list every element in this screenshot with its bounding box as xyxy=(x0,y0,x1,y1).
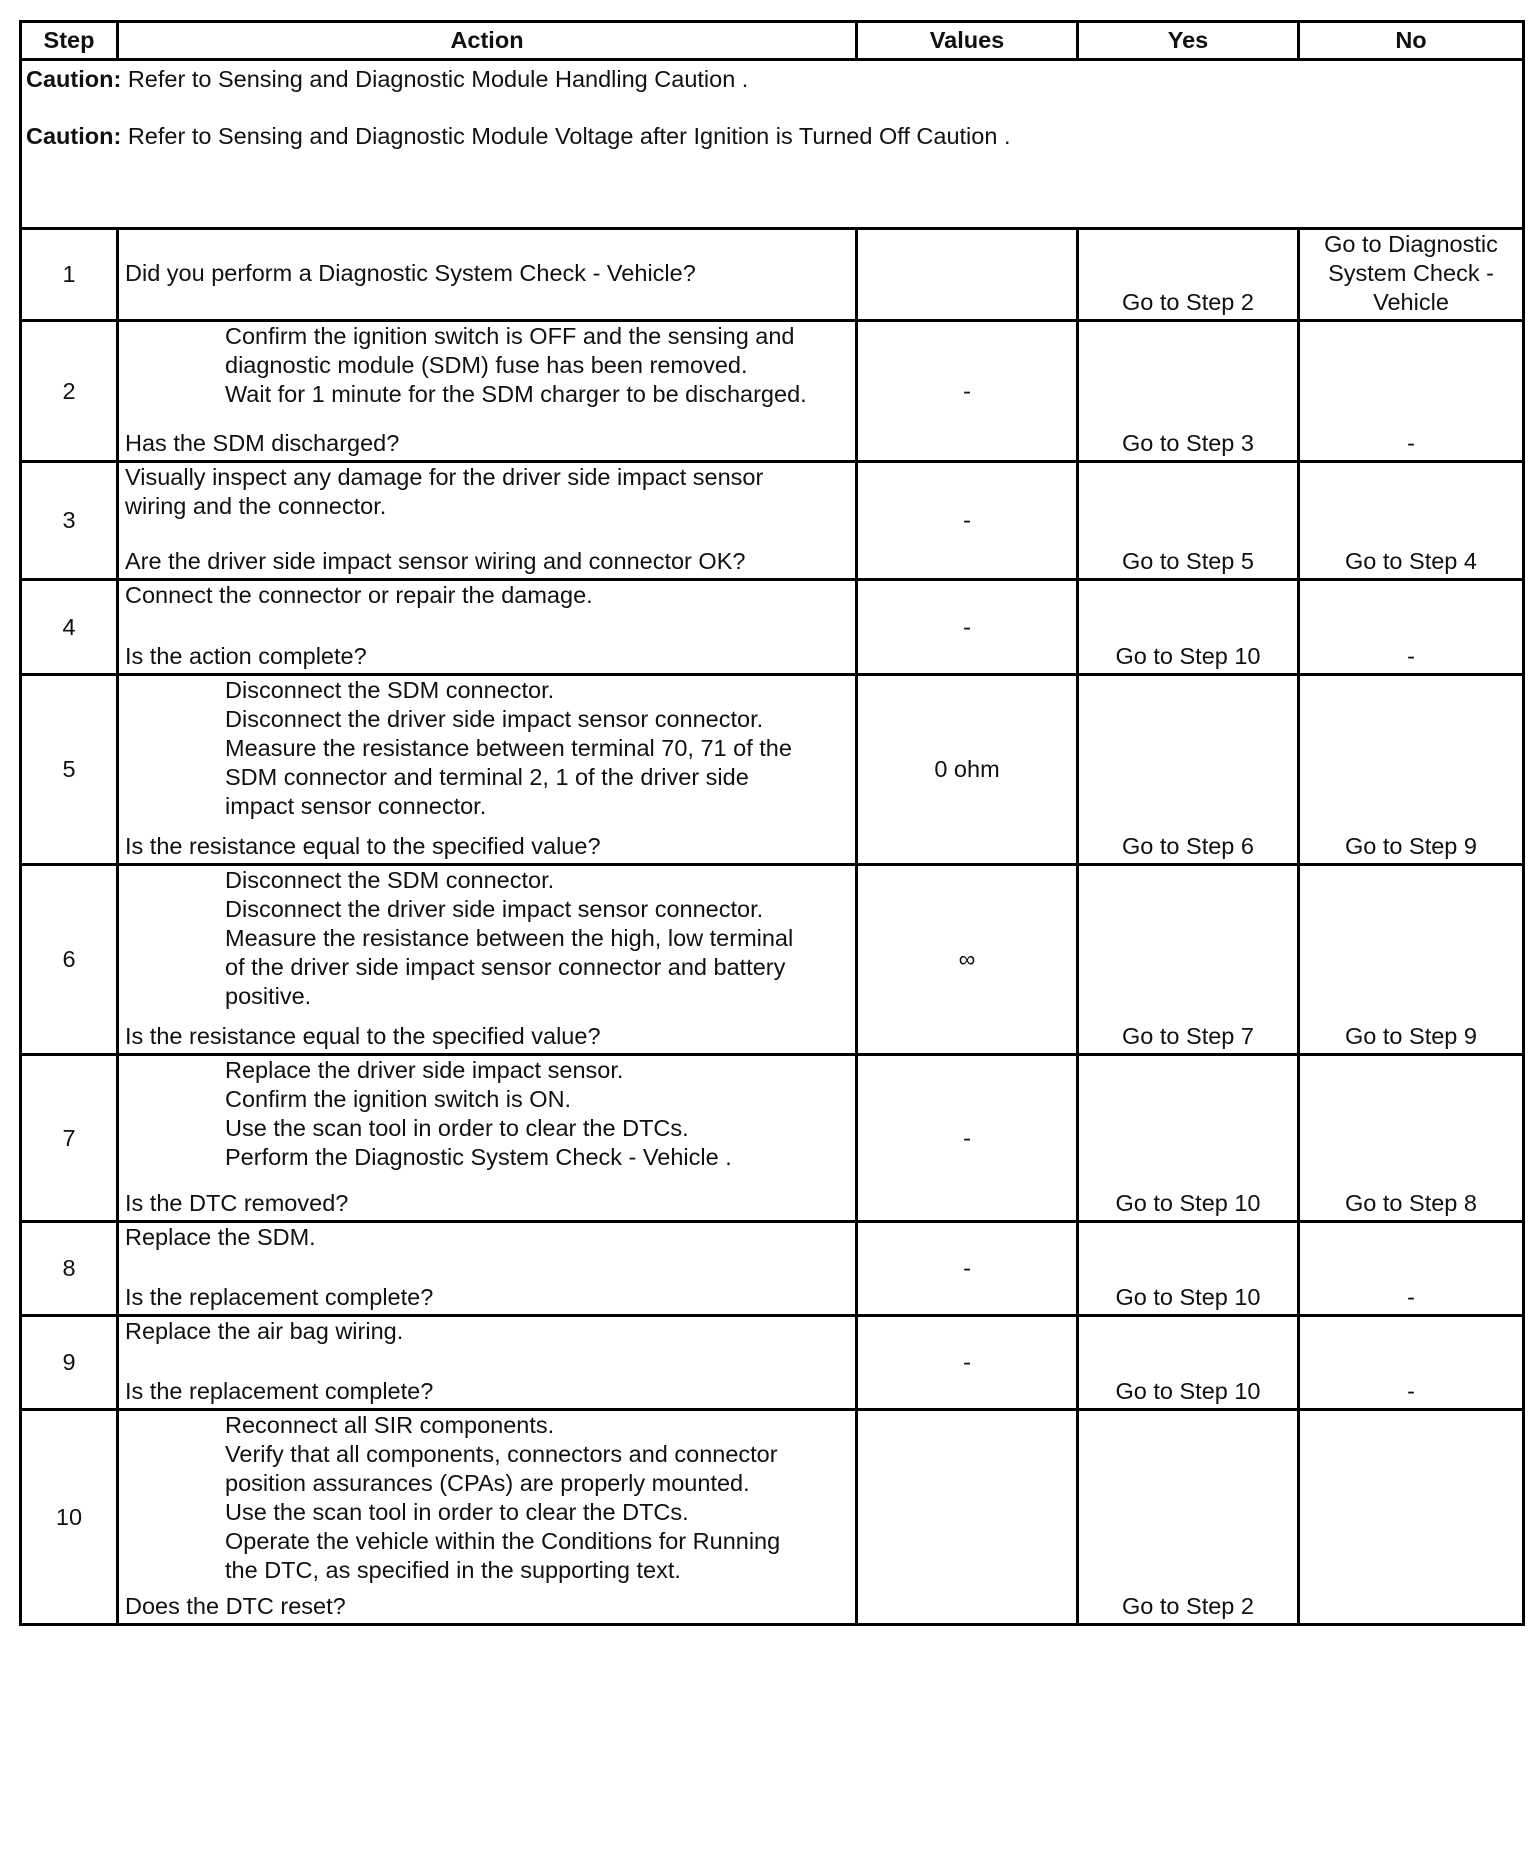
no-cell: Go to Step 8 xyxy=(1299,1055,1524,1222)
action-cell xyxy=(118,229,857,321)
instruction-block xyxy=(125,581,849,610)
no-cell: Go to Step 4 xyxy=(1299,462,1524,580)
action-content xyxy=(125,322,849,460)
instruction-block xyxy=(125,1317,849,1346)
instruction-line: Measure the resistance between terminal 70, 71 of the xyxy=(225,735,792,761)
caution-text: Refer to Sensing and Diagnostic Module Handling Caution . xyxy=(121,66,749,92)
header-step: Step xyxy=(21,22,118,60)
action-cell xyxy=(118,1222,857,1316)
caution-line xyxy=(26,65,1518,94)
value-cell: ∞ xyxy=(857,865,1078,1055)
instruction-block xyxy=(125,676,849,821)
step-number: 1 xyxy=(21,229,118,321)
question-text: Is the resistance equal to the specified value? xyxy=(125,1023,601,1049)
action-cell xyxy=(118,1316,857,1410)
step-number: 9 xyxy=(21,1316,118,1410)
header-no: No xyxy=(1299,22,1524,60)
value-cell: - xyxy=(857,580,1078,675)
action-cell xyxy=(118,321,857,462)
step-number: 10 xyxy=(21,1410,118,1625)
instruction-line: position assurances (CPAs) are properly mounted. xyxy=(225,1470,750,1496)
value-cell xyxy=(857,229,1078,321)
action-content xyxy=(125,1056,849,1220)
step-row xyxy=(21,321,1524,462)
instruction-line: Wait for 1 minute for the SDM charger to be discharged. xyxy=(225,381,807,407)
instruction-block xyxy=(125,866,849,1011)
yes-cell: Go to Step 3 xyxy=(1078,321,1299,462)
action-cell xyxy=(118,1055,857,1222)
question-text: Does the DTC reset? xyxy=(125,1593,346,1619)
header-row xyxy=(21,22,1524,60)
header-action: Action xyxy=(118,22,857,60)
instruction-line: Use the scan tool in order to clear the DTCs. xyxy=(225,1499,689,1525)
instruction-line: Disconnect the SDM connector. xyxy=(225,677,555,703)
step-row xyxy=(21,1222,1524,1316)
yes-cell: Go to Step 2 xyxy=(1078,229,1299,321)
step-number: 7 xyxy=(21,1055,118,1222)
no-cell: Go to Step 9 xyxy=(1299,675,1524,865)
action-cell xyxy=(118,865,857,1055)
instruction-line: Verify that all components, connectors and connector xyxy=(225,1441,778,1467)
action-cell xyxy=(118,580,857,675)
question-text: Did you perform a Diagnostic System Check - Vehicle? xyxy=(125,260,696,286)
no-cell xyxy=(1299,1410,1524,1625)
question-text: Is the action complete? xyxy=(125,643,367,669)
instruction-line: impact sensor connector. xyxy=(225,793,487,819)
instruction-line: Disconnect the driver side impact sensor connector. xyxy=(225,706,764,732)
instruction-line: Reconnect all SIR components. xyxy=(225,1412,555,1438)
caution-row xyxy=(21,60,1524,229)
value-cell: - xyxy=(857,462,1078,580)
instruction-line: Replace the driver side impact sensor. xyxy=(225,1057,624,1083)
instruction-line: Connect the connector or repair the damage. xyxy=(125,582,593,608)
step-row xyxy=(21,1316,1524,1410)
action-content xyxy=(125,866,849,1053)
value-cell: - xyxy=(857,1055,1078,1222)
question-text: Has the SDM discharged? xyxy=(125,430,400,456)
caution-text: Refer to Sensing and Diagnostic Module Voltage after Ignition is Turned Off Caution . xyxy=(121,123,1011,149)
action-content xyxy=(125,1411,849,1623)
step-number: 5 xyxy=(21,675,118,865)
step-number: 6 xyxy=(21,865,118,1055)
action-content xyxy=(125,1223,849,1314)
no-cell: Go to Step 9 xyxy=(1299,865,1524,1055)
header-yes: Yes xyxy=(1078,22,1299,60)
instruction-line: Disconnect the SDM connector. xyxy=(225,867,555,893)
yes-cell: Go to Step 10 xyxy=(1078,1316,1299,1410)
instruction-line: Use the scan tool in order to clear the DTCs. xyxy=(225,1115,689,1141)
instruction-block xyxy=(125,1056,849,1172)
question-text: Is the resistance equal to the specified value? xyxy=(125,833,601,859)
step-row xyxy=(21,229,1524,321)
step-row xyxy=(21,865,1524,1055)
no-cell: - xyxy=(1299,321,1524,462)
instruction-line: Confirm the ignition switch is OFF and the sensing and xyxy=(225,323,795,349)
action-content xyxy=(125,581,849,673)
instruction-line: Replace the SDM. xyxy=(125,1224,316,1250)
value-cell: - xyxy=(857,321,1078,462)
caution-line xyxy=(26,122,1518,151)
question-text: Is the replacement complete? xyxy=(125,1378,434,1404)
yes-cell: Go to Step 10 xyxy=(1078,1222,1299,1316)
instruction-block xyxy=(125,1411,849,1585)
caution-label: Caution: xyxy=(26,123,122,149)
action-content xyxy=(125,230,849,319)
diagnostic-table xyxy=(19,20,1525,1626)
step-number: 3 xyxy=(21,462,118,580)
caution-label: Caution: xyxy=(26,66,122,92)
value-cell: 0 ohm xyxy=(857,675,1078,865)
instruction-block xyxy=(125,322,849,409)
instruction-line: diagnostic module (SDM) fuse has been removed. xyxy=(225,352,748,378)
instruction-line: Measure the resistance between the high, low terminal xyxy=(225,925,794,951)
value-cell: - xyxy=(857,1222,1078,1316)
instruction-line: the DTC, as specified in the supporting text. xyxy=(225,1557,681,1583)
yes-cell: Go to Step 5 xyxy=(1078,462,1299,580)
instruction-line: Operate the vehicle within the Conditions for Running xyxy=(225,1528,781,1554)
action-content xyxy=(125,463,849,578)
step-row xyxy=(21,580,1524,675)
no-cell: - xyxy=(1299,1316,1524,1410)
instruction-line: Visually inspect any damage for the driver side impact sensor xyxy=(125,464,764,490)
step-row xyxy=(21,1055,1524,1222)
yes-cell: Go to Step 10 xyxy=(1078,1055,1299,1222)
step-row xyxy=(21,675,1524,865)
value-cell: - xyxy=(857,1316,1078,1410)
step-row xyxy=(21,462,1524,580)
instruction-line: wiring and the connector. xyxy=(125,493,387,519)
instruction-block xyxy=(125,463,849,521)
instruction-line: Replace the air bag wiring. xyxy=(125,1318,404,1344)
instruction-line: Disconnect the driver side impact sensor connector. xyxy=(225,896,764,922)
instruction-line: Confirm the ignition switch is ON. xyxy=(225,1086,572,1112)
question-text: Are the driver side impact sensor wiring and connector OK? xyxy=(125,548,746,574)
step-number: 4 xyxy=(21,580,118,675)
caution-cell xyxy=(21,60,1524,229)
yes-cell: Go to Step 2 xyxy=(1078,1410,1299,1625)
step-number: 8 xyxy=(21,1222,118,1316)
step-row xyxy=(21,1410,1524,1625)
yes-cell: Go to Step 10 xyxy=(1078,580,1299,675)
no-cell: - xyxy=(1299,1222,1524,1316)
question-text: Is the replacement complete? xyxy=(125,1284,434,1310)
instruction-line: of the driver side impact sensor connector and battery xyxy=(225,954,786,980)
no-cell: Go to Diagnostic System Check - Vehicle xyxy=(1299,229,1524,321)
no-cell: - xyxy=(1299,580,1524,675)
step-number: 2 xyxy=(21,321,118,462)
action-cell xyxy=(118,462,857,580)
action-content xyxy=(125,676,849,863)
yes-cell: Go to Step 6 xyxy=(1078,675,1299,865)
action-content xyxy=(125,1317,849,1408)
instruction-block xyxy=(125,1223,849,1252)
instruction-line: positive. xyxy=(225,983,312,1009)
instruction-line: Perform the Diagnostic System Check - Vehicle . xyxy=(225,1144,732,1170)
yes-cell: Go to Step 7 xyxy=(1078,865,1299,1055)
action-cell xyxy=(118,675,857,865)
action-cell xyxy=(118,1410,857,1625)
instruction-line: SDM connector and terminal 2, 1 of the driver side xyxy=(225,764,749,790)
value-cell xyxy=(857,1410,1078,1625)
header-values: Values xyxy=(857,22,1078,60)
question-text: Is the DTC removed? xyxy=(125,1190,349,1216)
